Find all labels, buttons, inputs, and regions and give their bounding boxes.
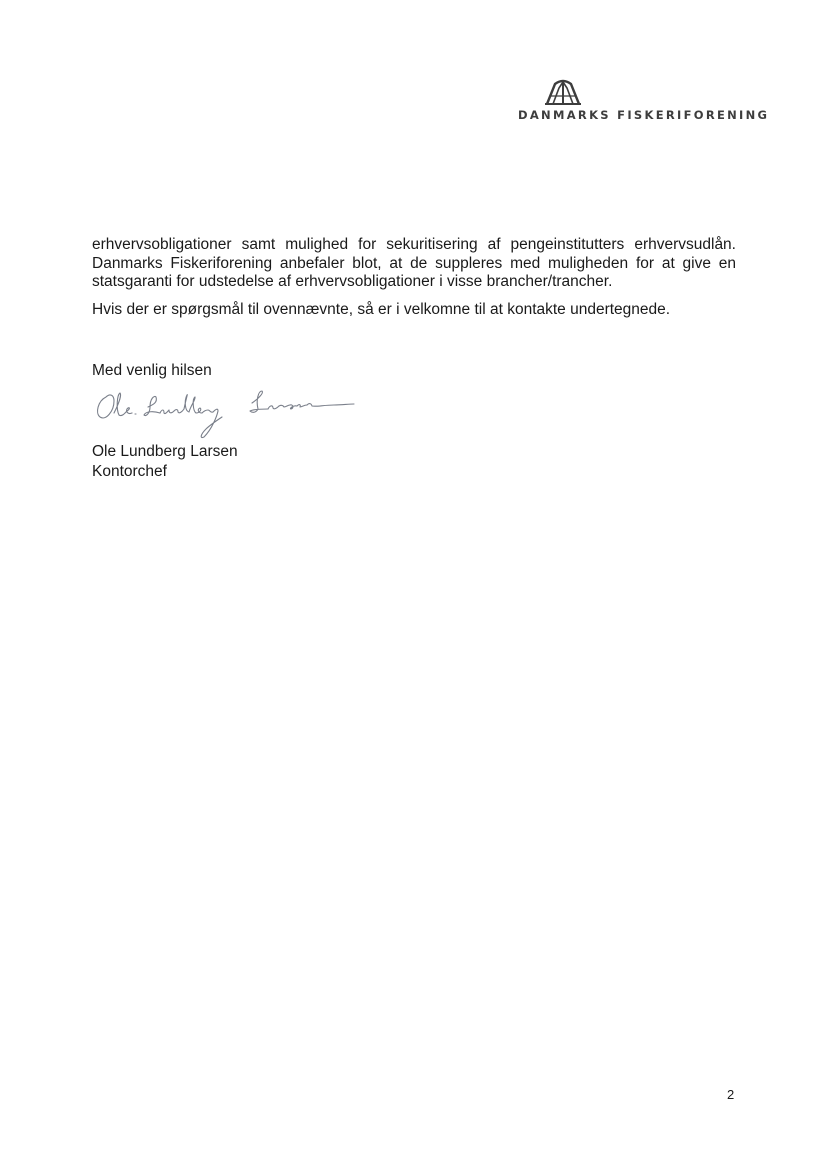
page-number: 2 xyxy=(727,1087,735,1102)
letter-paragraph: Hvis der er spørgsmål til ovennævnte, så er i velkomne til at kontakte undertegnede. xyxy=(92,300,671,318)
fishing-association-logo-icon xyxy=(543,78,583,106)
organization-name: DANMARKS FISKERIFORENING xyxy=(518,108,770,122)
letter-paragraph: erhvervsobligationer samt mulighed for sekuritisering af pengeinstitutters erhvervsudlån. Danmarks Fiskeriforening anbefaler blot, at de suppleres med muligheden for at give en statsgaranti for udstedelse af erhvervsobligationer i visse brancher/trancher. xyxy=(92,236,736,290)
signer-block xyxy=(92,442,238,481)
organization-logo xyxy=(518,78,770,122)
handwritten-signature xyxy=(92,383,362,441)
letter-body xyxy=(92,236,736,319)
letter-closing: Med venlig hilsen xyxy=(92,362,212,379)
signer-name: Ole Lundberg Larsen xyxy=(92,443,238,460)
signer-title: Kontorchef xyxy=(92,462,167,480)
